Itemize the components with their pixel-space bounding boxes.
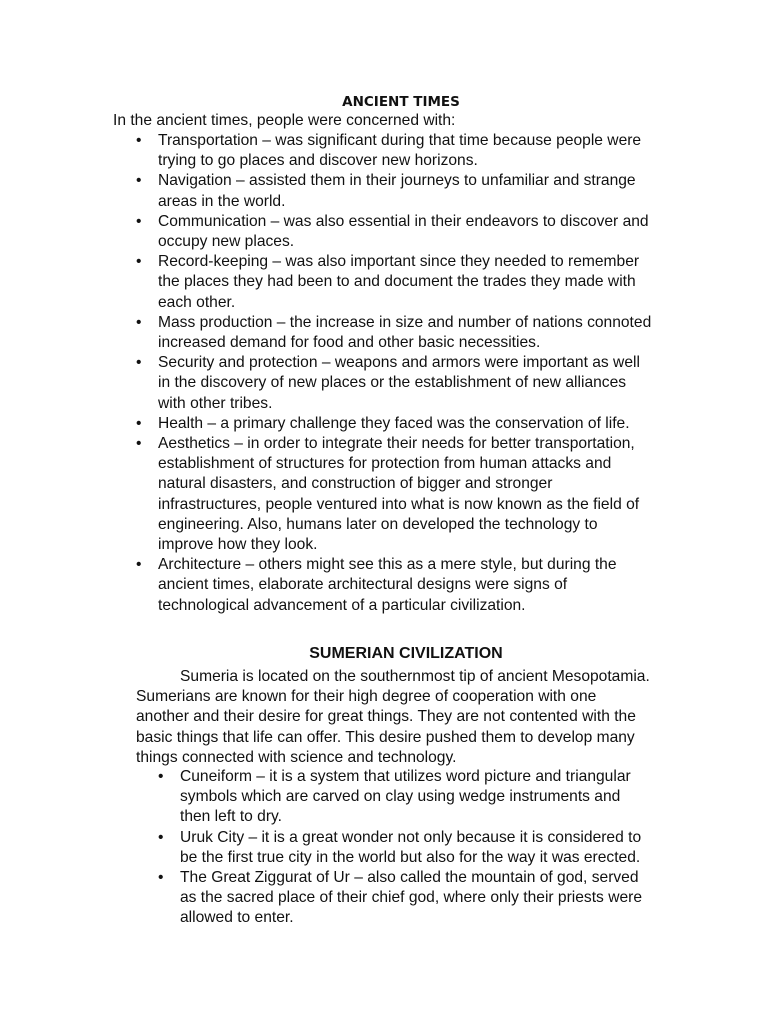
bullet-icon: •: [136, 172, 142, 190]
bullet-icon: •: [158, 869, 164, 887]
list-item: • Record-keeping – was also important since they needed to remember the places they had been to and document the trades they made with each other.: [136, 253, 640, 311]
bullet-icon: •: [136, 354, 142, 372]
list-item: • Health – a primary challenge they faced was the conservation of life.: [158, 414, 678, 434]
ancient-concerns-list: [136, 131, 678, 616]
list-item: • Architecture – others might see this as a mere style, but during the ancient times, elaborate architectural designs were signs of technological advancement of a particular civilization.: [136, 556, 617, 614]
bullet-icon: •: [136, 132, 142, 149]
sumerian-paragraph: Sumeria is located on the southernmost tip of ancient Mesopotamia. Sumerians are known for their high degree of cooperation with one another and their desire for great things. They are not contented with the basic things that life can offer. This desire pushed them to develop many things connected with science and technology.: [136, 668, 650, 766]
bullet-icon: •: [136, 313, 142, 331]
list-item: • Transportation – was significant during that time because people were trying to go places and discover new horizons.: [136, 132, 642, 170]
intro-text: In the ancient times, people were concerned with:: [113, 112, 456, 129]
list-item: • Communication – was also essential in their endeavors to discover and occupy new places.: [136, 212, 649, 251]
bullet-icon: •: [136, 414, 142, 432]
bullet-icon: •: [136, 556, 142, 574]
list-item: • Cuneiform – it is a system that utilizes word picture and triangular symbols which are carved on clay using wedge instruments and then left to dry.: [158, 768, 631, 826]
list-item: • The Great Ziggurat of Ur – also called the mountain of god, served as the sacred place of their chief god, where only their priests were allowed to enter.: [158, 869, 642, 927]
bullet-icon: •: [136, 435, 142, 453]
heading-ancient-times: ANCIENT TIMES: [342, 94, 460, 110]
sumerian-achievements-list: [158, 767, 670, 929]
bullet-icon: •: [158, 768, 164, 785]
list-item: • Security and protection – weapons and armors were important as well in the discovery of new places or the establishment of new alliances with other tribes.: [136, 354, 640, 412]
bullet-icon: •: [136, 253, 142, 271]
list-item: • Aesthetics – in order to integrate their needs for better transportation, establishment of structures for protection from human attacks and natural disasters, and construction of bigger and stronger infrastructures, people ventured into what is now known as the field of engineering. Also, humans later on developed the technology to improve how they look.: [136, 435, 640, 554]
list-item: • Uruk City – it is a great wonder not only because it is considered to be the first true city in the world but also for the way it was erected.: [158, 828, 642, 866]
bullet-icon: •: [158, 828, 164, 846]
list-item: • Mass production – the increase in size and number of nations connoted increased demand for food and other basic necessities.: [136, 313, 652, 352]
bullet-icon: •: [136, 212, 142, 230]
heading-sumerian-civilization: SUMERIAN CIVILIZATION: [309, 645, 503, 662]
list-item: • Navigation – assisted them in their journeys to unfamiliar and strange areas in the world.: [136, 172, 636, 210]
